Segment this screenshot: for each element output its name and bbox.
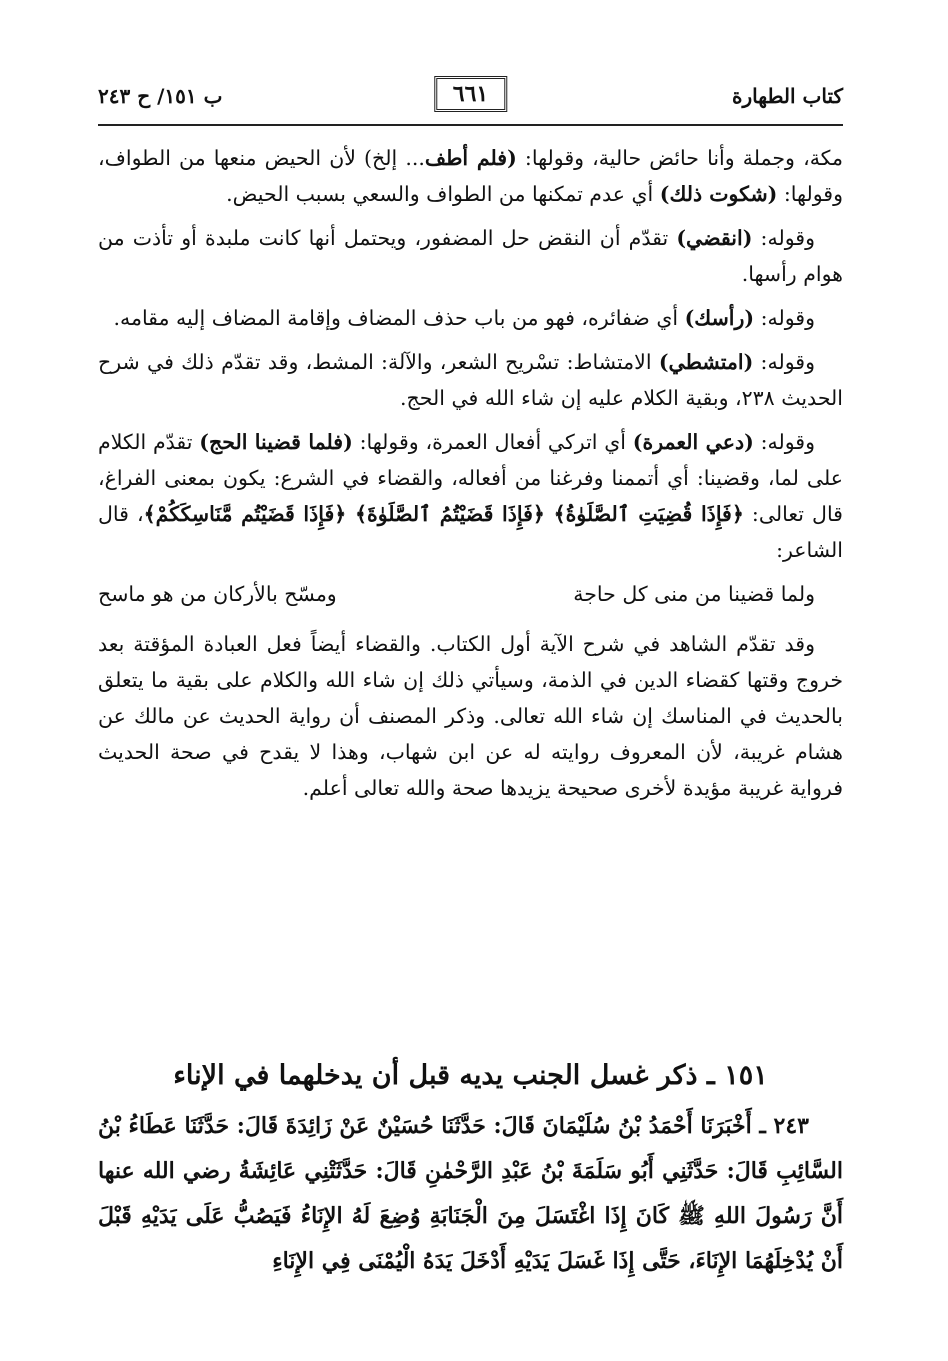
- hadith-block: [98, 1104, 843, 1284]
- text-run: وقوله:: [754, 306, 815, 330]
- bold-term: ﴿فَإِذَا قُضِيَتِ ٱلصَّلَوٰةُ﴾ ﴿فَإِذَا قَضَيْتُمُ ٱلصَّلَوٰةَ﴾ ﴿فَإِذَا قَضَيْتُم مَّنَاسِكَكُمْ﴾: [143, 502, 744, 526]
- commentary-paragraph: [98, 300, 843, 336]
- hadith-text: ٢٤٣ ـ أَخْبَرَنَا أَحْمَدُ بْنُ سُلَيْمَانَ قَالَ: حَدَّثَنَا حُسَيْنٌ عَنْ زَائِدَةَ قَالَ: حَدَّثَنَا عَطَاءُ بْنُ السَّائِبِ قَالَ: حَدَّثَنِي أَبُو سَلَمَةَ بْنُ عَبْدِ الرَّحْمٰنِ قَالَ: حَدَّثَتْنِي عَائِشَةُ رضي الله عنها أَنَّ رَسُولَ اللهِ ﷺ كَانَ إِذَا اغْتَسَلَ مِنَ الْجَنَابَةِ وُضِعَ لَهُ الإِنَاءُ فَيَصُبُّ عَلَى يَدَيْهِ قَبْلَ أَنْ يُدْخِلَهُمَا الإِنَاءَ، حَتَّى إِذَا غَسَلَ يَدَيْهِ أَدْخَلَ يَدَهُ الْيُمْنَى فِي الإِنَاءِ: [98, 1113, 843, 1274]
- page-header: [98, 74, 843, 126]
- text-run: أي اتركي أفعال العمرة، وقولها:: [352, 430, 633, 454]
- commentary-paragraph: [98, 344, 843, 416]
- verse-hemistich-first: ولما قضينا من منى كل حاجة: [573, 582, 815, 606]
- commentary-body: [98, 140, 843, 814]
- text-run: مكة، وجملة وأنا حائض حالية، وقولها:: [516, 146, 843, 170]
- chapter-reference: ب ١٥١/ ح ٢٤٣: [98, 84, 223, 108]
- page-number: ٦٦١: [434, 76, 507, 112]
- text-run: وقوله:: [753, 350, 815, 374]
- text-run: الامتشاط: تسْريح الشعر، والآلة: المشط، وقد تقدّم ذلك في شرح الحديث ٢٣٨، وبقية الكلام عليه إن شاء الله في الحج.: [98, 350, 843, 410]
- header-rule: [98, 124, 843, 126]
- text-run: أي ضفائره، فهو من باب حذف المضاف وإقامة المضاف إليه مقامه.: [113, 306, 685, 330]
- bold-term: (فلم أطف: [424, 146, 517, 170]
- bold-term: (امتشطي): [658, 350, 754, 374]
- bold-term: (فلما قضينا الحج): [199, 430, 353, 454]
- poetry-verse: [98, 576, 843, 616]
- bold-term: (انقضي): [676, 226, 753, 250]
- text-run: تقدّم أن النقض حل المضفور، ويحتمل أنها كانت ملبدة أو تأذت من هوام رأسها.: [98, 226, 843, 286]
- commentary-paragraph-final: وقد تقدّم الشاهد في شرح الآية أول الكتاب. والقضاء أيضاً فعل العبادة المؤقتة بعد خروج وقتها كقضاء الدين في الذمة، وسيأتي ذلك إن شاء الله والكلام على بقية ما يتعلق بالحديث في المناسك إن شاء الله تعالى. وذكر المصنف أن رواية الحديث عن مالك عن هشام غريبة، لأن المعروف روايته له عن ابن شهاب، وهذا لا يقدح في صحة الحديث فرواية غريبة مؤيدة لأخرى صحيحة يزيدها صحة والله تعالى أعلم.: [98, 632, 843, 800]
- bold-term: (رأسك): [684, 306, 755, 330]
- text-run: وقوله:: [753, 430, 815, 454]
- text-run: أي عدم تمكنها من الطواف والسعي بسبب الحيض.: [226, 182, 660, 206]
- bold-term: (دعي العمرة): [632, 430, 754, 454]
- book-title: كتاب الطهارة: [732, 84, 843, 108]
- text-run: ... إلخ) لأن الحيض منعها من الطواف، وقولها:: [98, 146, 843, 206]
- text-run: ، قال الشاعر:: [98, 502, 843, 562]
- commentary-paragraph: [98, 424, 843, 568]
- text-run: وقوله:: [752, 226, 815, 250]
- commentary-paragraph: [98, 220, 843, 292]
- text-run: تقدّم الكلام على لما، وقضينا: أي أتممنا وفرغنا من أفعاله، والقضاء في الشرع: يكون بمعنى الفراغ، قال تعالى:: [98, 430, 843, 526]
- verse-hemistich-second: ومسّح بالأركان من هو ماسح: [98, 582, 337, 606]
- commentary-paragraph: [98, 140, 843, 212]
- bold-term: (شكوت ذلك): [659, 182, 778, 206]
- chapter-heading: ١٥١ ـ ذكر غسل الجنب يديه قبل أن يدخلهما في الإناء: [173, 1060, 768, 1091]
- commentary-paragraphs: [98, 140, 843, 568]
